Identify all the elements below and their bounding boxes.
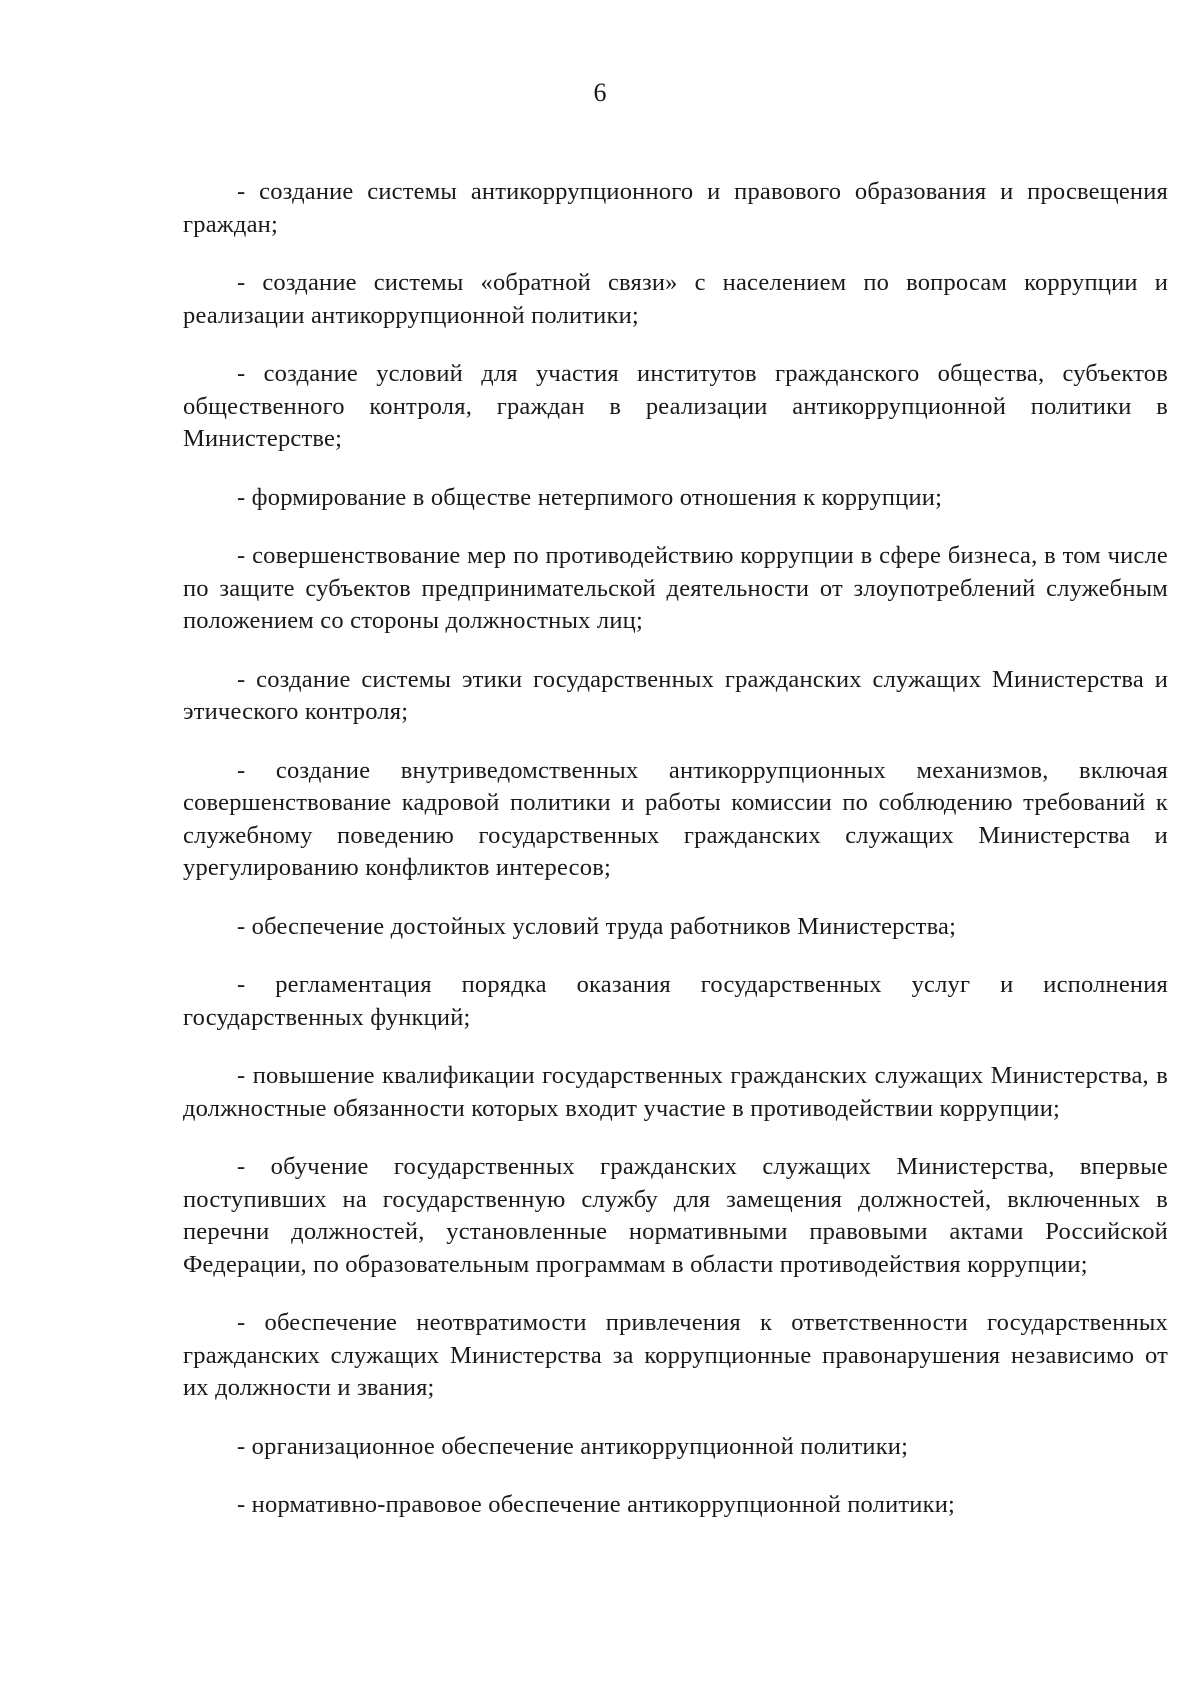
paragraph-9: - регламентация порядка оказания государственных услуг и исполнения государственных функций; [183, 971, 1168, 1031]
paragraph-2: - создание системы «обратной связи» с населением по вопросам коррупции и реализации антикоррупционной политики; [183, 269, 1168, 329]
paragraph-14: - нормативно-правовое обеспечение антикоррупционной политики; [237, 1491, 956, 1518]
document-body [183, 176, 1168, 1548]
paragraph-12: - обеспечение неотвратимости привлечения к ответственности государственных гражданских служащих Министерства за коррупционные правонарушения независимо от их должности и звания; [183, 1309, 1168, 1401]
paragraph-1: - создание системы антикоррупционного и правового образования и просвещения граждан; [183, 178, 1168, 238]
paragraph-11: - обучение государственных гражданских служащих Министерства, впервые поступивших на государственную службу для замещения должностей, включенных в перечни должностей, установленные нормативными правовыми актами Российской Федерации, по образовательным программам в области противодействия коррупции; [183, 1153, 1168, 1278]
paragraph-5: - совершенствование мер по противодействию коррупции в сфере бизнеса, в том числе по защите субъектов предпринимательской деятельности от злоупотреблений служебным положением со стороны должностных лиц; [183, 542, 1168, 634]
paragraph-10: - повышение квалификации государственных гражданских служащих Министерства, в должностные обязанности которых входит участие в противодействии коррупции; [183, 1062, 1168, 1122]
paragraph-4: - формирование в обществе нетерпимого отношения к коррупции; [237, 483, 943, 511]
paragraph-6: - создание системы этики государственных гражданских служащих Министерства и этического контроля; [183, 665, 1168, 725]
paragraph-7: - создание внутриведомственных антикоррупционных механизмов, включая совершенствование кадровой политики и работы комиссии по соблюдению требований к служебному поведению государственных гражданских служащих Министерства и урегулированию конфликтов интересов; [183, 756, 1168, 881]
paragraph-8: - обеспечение достойных условий труда работников Министерства; [237, 912, 957, 940]
page-number: 6 [593, 78, 607, 107]
paragraph-3: - создание условий для участия институтов гражданского общества, субъектов общественного контроля, граждан в реализации антикоррупционной политики в Министерстве; [183, 360, 1168, 452]
paragraph-13: - организационное обеспечение антикоррупционной политики; [237, 1432, 909, 1460]
